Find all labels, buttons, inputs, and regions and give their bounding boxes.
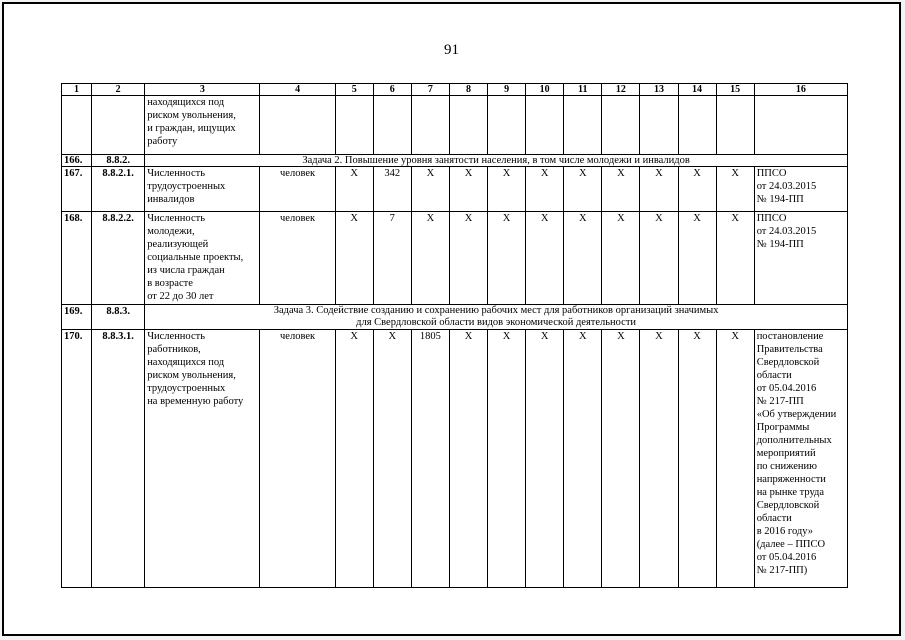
indicator-name: Численность молодежи, реализующей социальные проекты, из числа граждан в возрасте от 22 до 30 лет [145, 212, 260, 305]
column-header: 4 [260, 84, 335, 96]
column-header: 7 [411, 84, 449, 96]
task-heading: Задача 2. Повышение уровня занятости населения, в том числе молодежи и инвалидов [145, 155, 848, 167]
indicators-table [61, 83, 848, 588]
column-header: 1 [62, 84, 92, 96]
value-cell [640, 96, 678, 155]
table-row-170 [62, 330, 848, 588]
value-cell: X [716, 330, 754, 588]
value-cell: X [640, 330, 678, 588]
value-cell [526, 96, 564, 155]
column-header: 10 [526, 84, 564, 96]
value-cell: X [716, 167, 754, 212]
row-code: 8.8.2.2. [92, 212, 145, 305]
row-code: 8.8.2.1. [92, 167, 145, 212]
column-header: 3 [145, 84, 260, 96]
value-cell: X [564, 330, 602, 588]
column-header: 12 [602, 84, 640, 96]
source-cell: постановление Правительства Свердловской области от 05.04.2016 № 217-ПП «Об утверждении Программы дополнительных мероприятий по снижению напряженности на рынке труда Свердловской области в 2016 году» (далее – ППСО от 05.04.2016 № 217-ПП) [754, 330, 847, 588]
row-code: 8.8.2. [92, 155, 145, 167]
value-cell: X [526, 167, 564, 212]
column-header: 16 [754, 84, 847, 96]
row-number: 170. [62, 330, 92, 588]
value-cell [449, 96, 487, 155]
column-header: 5 [335, 84, 373, 96]
value-cell: X [335, 330, 373, 588]
value-cell [411, 96, 449, 155]
table-header-row [62, 84, 848, 96]
value-cell: X [526, 212, 564, 305]
column-header: 14 [678, 84, 716, 96]
unit-cell: человек [260, 167, 335, 212]
value-cell: X [678, 330, 716, 588]
indicator-name: находящихся под риском увольнения, и граждан, ищущих работу [145, 96, 260, 155]
column-header: 15 [716, 84, 754, 96]
value-cell [678, 96, 716, 155]
value-cell: X [449, 330, 487, 588]
table-row-167 [62, 167, 848, 212]
column-header: 9 [488, 84, 526, 96]
row-code: 8.8.3. [92, 305, 145, 330]
value-cell: 342 [373, 167, 411, 212]
value-cell: X [602, 212, 640, 305]
table-row-169 [62, 305, 848, 330]
value-cell: X [488, 330, 526, 588]
row-number: 166. [62, 155, 92, 167]
value-cell: X [449, 212, 487, 305]
value-cell [373, 96, 411, 155]
value-cell: 7 [373, 212, 411, 305]
indicator-name: Численность работников, находящихся под риском увольнения, трудоустроенных на временную работу [145, 330, 260, 588]
task-heading: Задача 3. Содействие созданию и сохранению рабочих мест для работников организаций значимых для Свердловской области видов экономической деятельности [145, 305, 848, 330]
value-cell: X [488, 212, 526, 305]
row-number: 167. [62, 167, 92, 212]
source-cell: ППСО от 24.03.2015 № 194-ПП [754, 212, 847, 305]
value-cell: X [411, 167, 449, 212]
table-row-continued [62, 96, 848, 155]
value-cell: X [564, 212, 602, 305]
page-number: 91 [444, 42, 459, 58]
column-header: 8 [449, 84, 487, 96]
row-number [62, 96, 92, 155]
value-cell: X [488, 167, 526, 212]
value-cell [335, 96, 373, 155]
value-cell [602, 96, 640, 155]
row-code: 8.8.3.1. [92, 330, 145, 588]
value-cell [488, 96, 526, 155]
unit-cell: человек [260, 330, 335, 588]
column-header: 11 [564, 84, 602, 96]
row-number: 168. [62, 212, 92, 305]
indicator-name: Численность трудоустроенных инвалидов [145, 167, 260, 212]
value-cell [564, 96, 602, 155]
document-page [2, 2, 901, 636]
value-cell: X [564, 167, 602, 212]
unit-cell: человек [260, 212, 335, 305]
value-cell: X [449, 167, 487, 212]
value-cell: X [716, 212, 754, 305]
value-cell: X [526, 330, 564, 588]
value-cell: X [602, 167, 640, 212]
value-cell: X [602, 330, 640, 588]
source-cell [754, 96, 847, 155]
value-cell: X [640, 167, 678, 212]
value-cell: X [678, 167, 716, 212]
value-cell: X [373, 330, 411, 588]
table-row-168 [62, 212, 848, 305]
value-cell: X [411, 212, 449, 305]
value-cell: 1805 [411, 330, 449, 588]
value-cell [716, 96, 754, 155]
value-cell: X [335, 167, 373, 212]
unit-cell [260, 96, 335, 155]
row-number: 169. [62, 305, 92, 330]
source-cell: ППСО от 24.03.2015 № 194-ПП [754, 167, 847, 212]
column-header: 13 [640, 84, 678, 96]
column-header: 6 [373, 84, 411, 96]
row-code [92, 96, 145, 155]
column-header: 2 [92, 84, 145, 96]
value-cell: X [335, 212, 373, 305]
value-cell: X [678, 212, 716, 305]
table-row-166 [62, 155, 848, 167]
value-cell: X [640, 212, 678, 305]
